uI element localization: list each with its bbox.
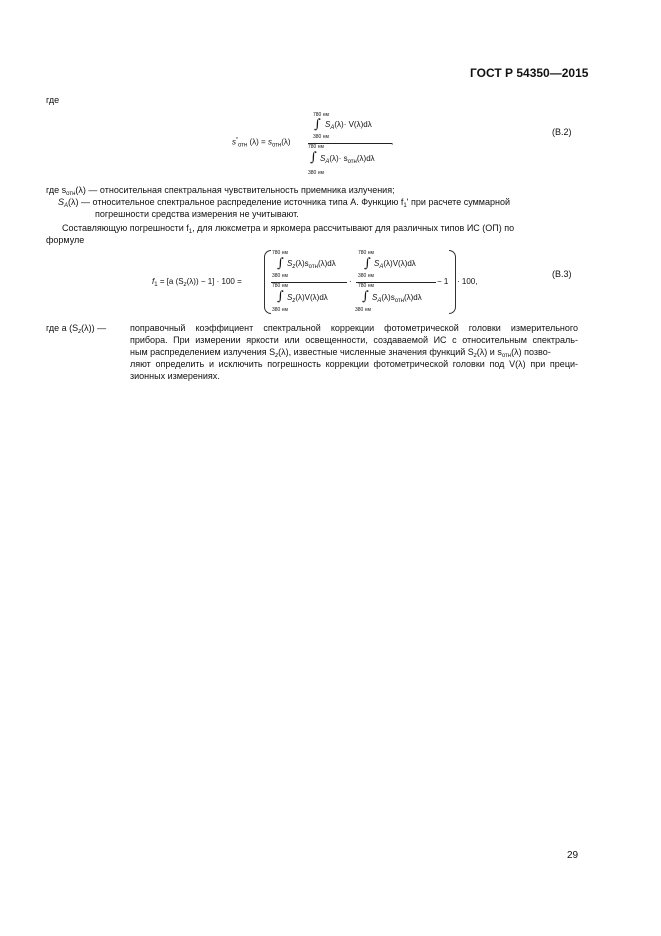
paragraph-line: ным распределением излучения $S_z(\lambda)$, известные численные значения функций $S_z(\lambda)$ и $s_{отн}(\lambda)$ позво- <box>130 347 551 359</box>
lower-limit: 380 нм <box>313 134 329 140</box>
fraction1-numerator: $S_z(\lambda)s_{отн}(\lambda)d\lambda$ <box>287 259 336 270</box>
paragraph-line: прибора. При измерении яркости или освещенности, создаваемой ИС с относительным спектраль- <box>130 335 578 345</box>
fraction2-denominator: $S_A(\lambda)s_{отн}(\lambda)d\lambda$ <box>372 293 422 304</box>
equation-number: (В.2) <box>552 127 572 137</box>
lower-limit: 380 нм <box>308 170 324 176</box>
lower-limit: 380 нм <box>358 273 374 279</box>
paragraph-line: поправочный коэффициент спектральной коррекции фотометрической головки измерительного <box>130 323 578 333</box>
paragraph-line: зионных измерениях. <box>130 371 220 381</box>
lower-limit: 380 нм <box>272 307 288 313</box>
denominator: $S_A(\lambda)\cdot s_{отн}(\lambda)d\lambda$ <box>320 154 375 165</box>
integral-sign-icon: ∫ <box>310 150 317 165</box>
right-brace-icon <box>449 250 456 314</box>
upper-limit: 780 нм <box>358 283 374 289</box>
upper-limit: 780 нм <box>308 144 324 150</box>
definition-s-otn: где $s_{отн}(\lambda)$ — относительная спектральная чувствительность приемника излучения; <box>46 185 395 197</box>
paragraph-formula-word: формуле <box>46 235 85 245</box>
equation-number: (В.3) <box>552 269 572 279</box>
paragraph-line: ляют определить и исключить погрешность коррекции фотометрической головки под V(λ) при преци- <box>130 359 578 369</box>
left-brace-icon <box>264 250 271 314</box>
integral-sign-icon: ∫ <box>277 256 284 271</box>
minus-one: − 1 <box>437 277 449 286</box>
paragraph-component: Составляющую погрешности $f_1$, для люксметра и яркомера рассчитывают для различных типов ИС (ОП) по <box>62 223 515 235</box>
integral-sign-icon: ∫ <box>362 289 369 304</box>
fraction2-numerator: $S_A(\lambda)V(\lambda)d\lambda$ <box>374 259 416 270</box>
page-number: 29 <box>567 850 579 861</box>
upper-limit: 780 нм <box>313 112 329 118</box>
where-label: где <box>46 95 60 105</box>
definition-sa: $S_A(\lambda)$ — относительное спектральное распределение источника типа A. Функцию $f_1'$ при расчете суммарной <box>58 197 510 209</box>
lhs: $f_1 = [a$ $(S_z(\lambda)) - 1] \cdot 100$ = <box>152 277 242 288</box>
fraction1-denominator: $S_z(\lambda)V(\lambda)d\lambda$ <box>287 293 328 304</box>
upper-limit: 780 нм <box>358 250 374 256</box>
document-standard-number: ГОСТ Р 54350—2015 <box>470 66 589 80</box>
numerator: $S_A(\lambda)\cdot V(\lambda)d\lambda$ <box>325 120 372 131</box>
lower-limit: 380 нм <box>355 307 371 313</box>
correction-coefficient-lead: где a $(S_z(\lambda))$ — <box>46 323 107 335</box>
lhs: $s^*_{отн}$ $(\lambda) = s_{отн}(\lambda)$ <box>232 137 291 149</box>
upper-limit: 780 нм <box>272 283 288 289</box>
lower-limit: 380 нм <box>272 273 288 279</box>
times-100: · 100, <box>457 277 478 286</box>
integral-sign-icon: ∫ <box>364 256 371 271</box>
comma: , <box>391 137 394 146</box>
integral-sign-icon: ∫ <box>314 117 321 132</box>
integral-sign-icon: ∫ <box>277 289 284 304</box>
definition-sa-cont: погрешности средства измерения не учитывают. <box>95 209 299 219</box>
multiply-dot: · <box>349 277 352 286</box>
upper-limit: 780 нм <box>272 250 288 256</box>
